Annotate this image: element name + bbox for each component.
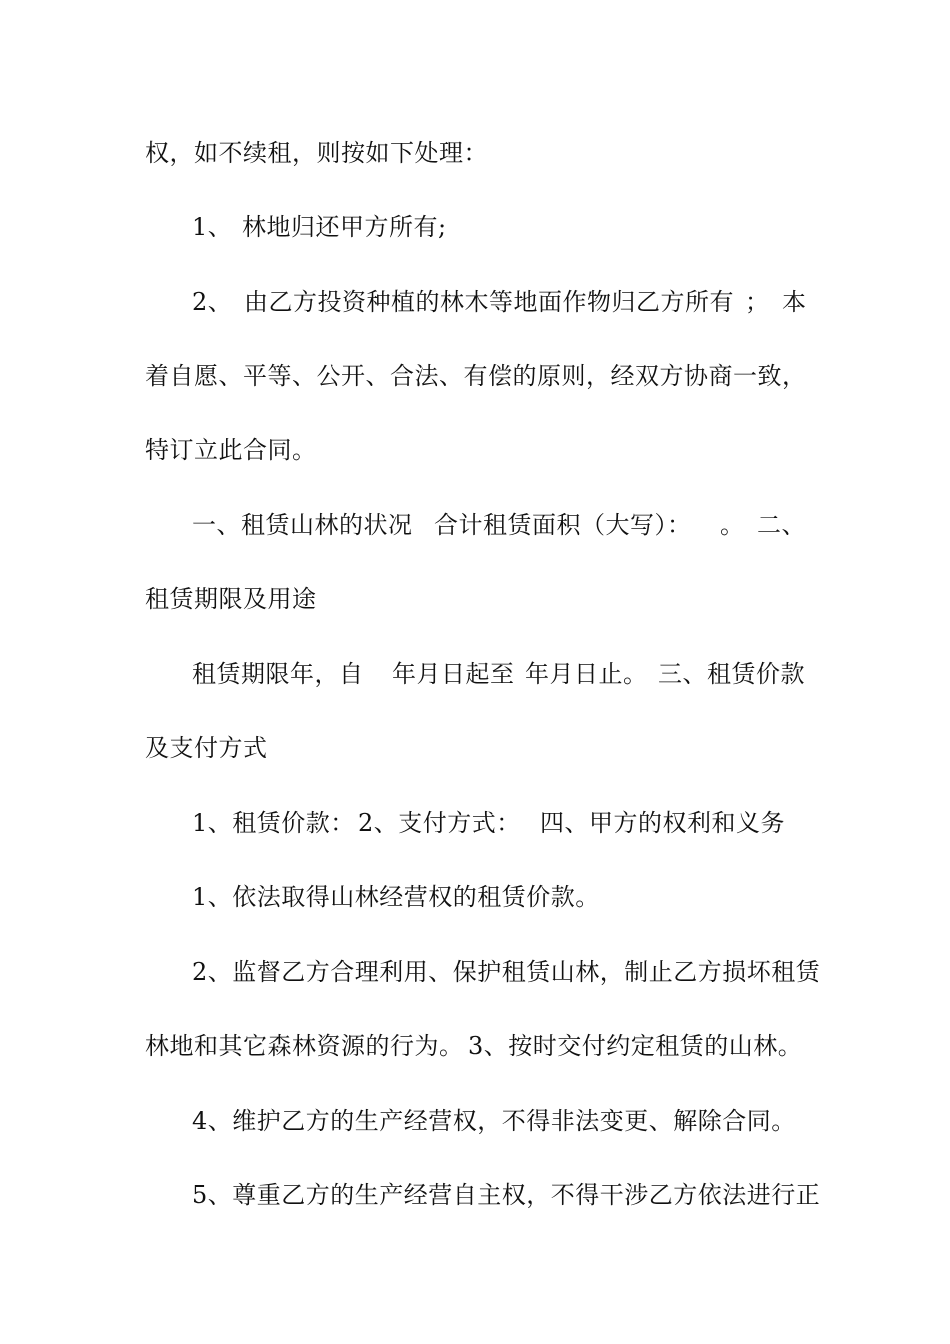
section-heading: 四、甲方的权利和义务: [540, 809, 785, 837]
text-segment: 年月日起至: [392, 660, 515, 688]
text-segment: ；: [745, 288, 770, 316]
paragraph-line: [0, 356, 950, 396]
text-segment: 林地和其它森林资源的行为。: [145, 1032, 464, 1060]
text-segment: 1、依法取得山林经营权的租赁价款。: [192, 883, 600, 911]
text-segment: 合计租赁面积（大写）：: [434, 511, 692, 539]
text-segment: 4、维护乙方的生产经营权，不得非法变更、解除合同。: [192, 1107, 796, 1135]
list-item: [0, 1101, 950, 1141]
text-segment: 租赁期限年，自: [192, 660, 364, 688]
text-segment: 着自愿、平等、公开、合法、有偿的原则，经双方协商一致，: [145, 362, 807, 390]
text-segment: 。: [720, 511, 745, 539]
paragraph-line: [0, 579, 950, 619]
section-heading: 三、租赁价款: [658, 660, 805, 688]
section-heading: 及支付方式: [145, 734, 268, 762]
paragraph-line: [0, 1026, 950, 1066]
list-number: 2、: [192, 288, 233, 316]
text-segment: 3、按时交付约定租赁的山林。: [468, 1032, 803, 1060]
text-segment: 2、监督乙方合理利用、保护租赁山林，制止乙方损坏租赁: [192, 958, 821, 986]
list-item: [0, 877, 950, 917]
section-heading: 二、: [757, 511, 806, 539]
text-segment: 本: [782, 288, 807, 316]
paragraph-line: [0, 133, 950, 173]
text-segment: 林地归还甲方所有;: [242, 213, 447, 241]
section-heading: 租赁期限及用途: [145, 585, 317, 613]
list-item: [0, 952, 950, 992]
list-item: [0, 207, 950, 247]
section-heading: 一、租赁山林的状况: [192, 511, 413, 539]
section-heading-line: [0, 505, 950, 545]
list-item: [0, 282, 950, 322]
text-segment: 权，如不续租，则按如下处理：: [145, 139, 488, 167]
list-item: [0, 1175, 950, 1215]
text-segment: 由乙方投资种植的林木等地面作物归乙方所有: [244, 288, 734, 316]
text-segment: 特订立此合同。: [145, 436, 317, 464]
text-segment: 5、尊重乙方的生产经营自主权，不得干涉乙方依法进行正: [192, 1181, 821, 1209]
list-number: 1、: [192, 213, 233, 241]
text-segment: 2、支付方式：: [358, 809, 521, 837]
text-segment: 年月日止。: [525, 660, 648, 688]
paragraph-line: [0, 430, 950, 470]
paragraph-line: [0, 803, 950, 843]
text-segment: 1、租赁价款：: [192, 809, 355, 837]
paragraph-line: [0, 654, 950, 694]
paragraph-line: [0, 728, 950, 768]
